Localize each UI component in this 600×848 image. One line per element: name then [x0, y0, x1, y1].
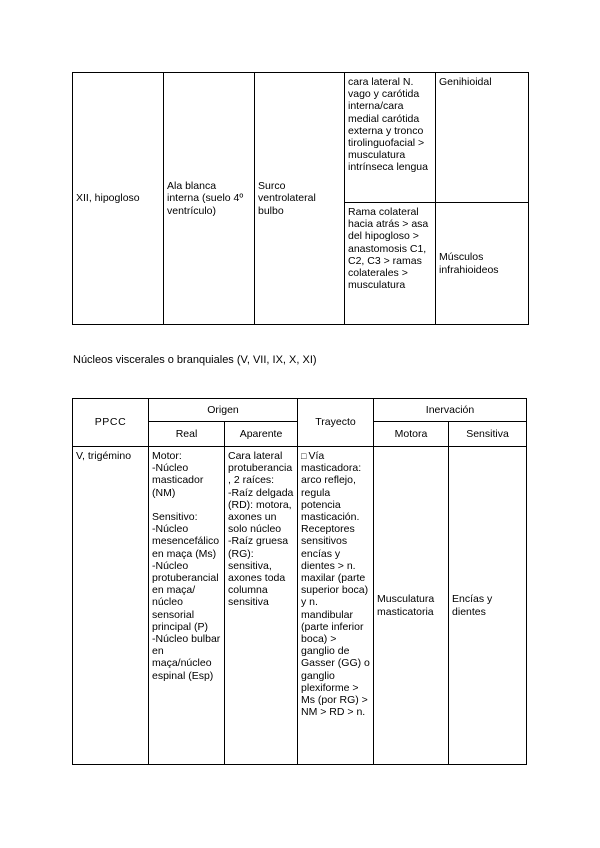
section-title: Núcleos viscerales o branquiales (V, VII, IX, X, XI): [73, 354, 317, 366]
header-real: Real: [149, 422, 225, 447]
header-motora: Motora: [374, 422, 449, 447]
motora-cell: Musculatura masticatoria: [374, 447, 449, 765]
header-inervacion: Inervación: [374, 399, 527, 422]
aparente-cell: Cara lateral protuberancia, 2 raíces: -Raíz delgada (RD): motora, axones un solo núcleo -Raíz gruesa (RG): sensitiva, axones toda columna sensitiva: [225, 447, 298, 765]
trayecto-cell: [298, 447, 374, 765]
path-cell-2: Rama colateral hacia atrás > asa del hipogloso > anastomosis C1, C2, C3 > ramas colaterales > musculatura: [345, 203, 436, 325]
header-aparente: Aparente: [225, 422, 298, 447]
sensitiva-cell: Encías y dientes: [449, 447, 527, 765]
real-origin-cell: Ala blanca interna (suelo 4º ventrículo): [164, 73, 255, 325]
real-cell: Motor: -Núcleo masticador (NM) Sensitivo: -Núcleo mesencefálico en maça (Ms) -Núcleo protuberancial en maça/ núcleo sensorial principal (P) -Núcleo bulbar en maça/núcleo espinal (Esp): [149, 447, 225, 765]
target-cell-2: Músculos infrahioideos: [436, 203, 529, 325]
target-cell-1: Genihioidal: [436, 73, 529, 203]
hypoglossal-table: [72, 72, 529, 325]
ppcc-cell: V, trigémino: [73, 447, 149, 765]
header-trayecto: Trayecto: [298, 399, 374, 447]
apparent-origin-cell: Surco ventrolateral bulbo: [255, 73, 345, 325]
header-origen: Origen: [149, 399, 298, 422]
path-cell-1: cara lateral N. vago y carótida interna/cara medial carótida externa y tronco tirolinguofacial > musculatura intrínseca lengua: [345, 73, 436, 203]
trayecto-text: Vía masticadora: arco reflejo, regula potencia masticación. Receptores sensitivos encías y dientes > n. maxilar (parte superior boca) y n. mandibular (parte inferior boca) > ganglio de Gasser (GG) o ganglio plexiforme > Ms (por RG) > NM > RD > n.: [301, 450, 370, 719]
header-sensitiva: Sensitiva: [449, 422, 527, 447]
nerve-name-cell: XII, hipogloso: [73, 73, 164, 325]
bullet-icon: □: [301, 451, 307, 461]
header-ppcc: PPCC: [73, 399, 149, 447]
branchial-nuclei-table: [72, 398, 527, 765]
